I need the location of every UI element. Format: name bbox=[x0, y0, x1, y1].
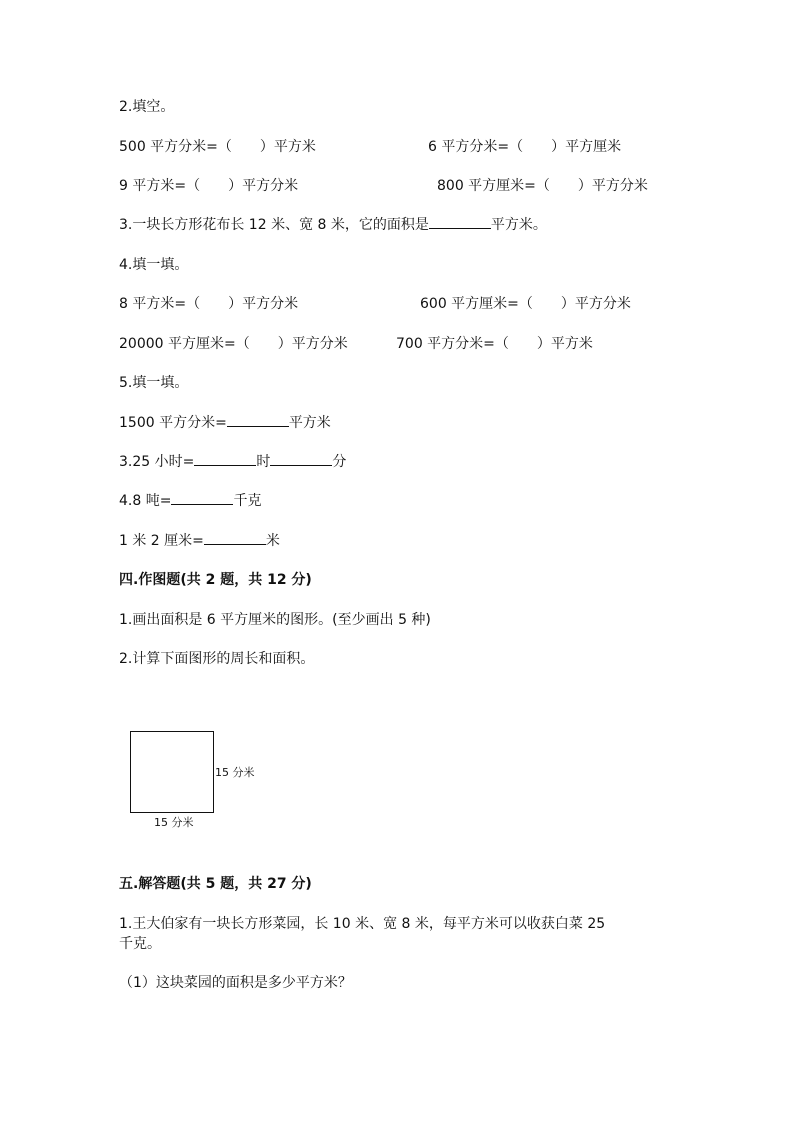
q4-r2a-left: 20000 平方厘米=（ bbox=[119, 336, 250, 352]
q2-r1b-right: ）平方厘米 bbox=[551, 139, 622, 155]
q5-line4 bbox=[119, 532, 280, 550]
q4-r1a-left: 8 平方米=（ bbox=[119, 296, 201, 312]
q5-l2-a: 3.25 小时= bbox=[119, 454, 195, 470]
answer-blank[interactable] bbox=[270, 453, 332, 466]
section5-sub1: （1）这块菜园的面积是多少平方米？ bbox=[119, 975, 352, 991]
q4-r1b-left: 600 平方厘米=（ bbox=[420, 296, 533, 312]
q2-r1a-right: ）平方米 bbox=[259, 139, 316, 155]
q4-r2a-right: ）平方分米 bbox=[277, 336, 348, 352]
section5-item1-line2: 千克。 bbox=[119, 936, 161, 952]
q5-l3-b: 千克 bbox=[233, 493, 262, 509]
q4-r1a-right: ）平方分米 bbox=[228, 296, 299, 312]
q5-line1 bbox=[119, 414, 331, 432]
answer-blank[interactable] bbox=[429, 216, 491, 229]
answer-blank[interactable] bbox=[171, 492, 233, 505]
q5-line2 bbox=[119, 453, 346, 471]
q2-r2a-left: 9 平方米=（ bbox=[119, 178, 201, 194]
q3-line bbox=[119, 216, 547, 234]
q4-r1b-right: ）平方分米 bbox=[560, 296, 631, 312]
answer-blank[interactable] bbox=[204, 532, 266, 545]
q2-r1b-left: 6 平方分米=（ bbox=[428, 139, 524, 155]
answer-blank[interactable] bbox=[227, 414, 289, 427]
q2-row1-right bbox=[428, 138, 621, 156]
q5-l4-a: 1 米 2 厘米= bbox=[119, 533, 204, 549]
q2-r2b-left: 800 平方厘米=（ bbox=[437, 178, 550, 194]
q5-l4-b: 米 bbox=[265, 533, 280, 549]
q5-title: 5.填一填。 bbox=[119, 375, 189, 391]
q2-r1a-left: 500 平方分米=（ bbox=[119, 139, 232, 155]
q3-text-before: 3.一块长方形花布长 12 米、宽 8 米，它的面积是 bbox=[119, 217, 429, 233]
square-figure bbox=[130, 731, 214, 813]
q4-row1-right bbox=[420, 295, 631, 313]
q5-l2-c: 分 bbox=[332, 454, 347, 470]
square-side-label-right: 15 分米 bbox=[215, 766, 255, 779]
section5-item1-line1: 1.王大伯家有一块长方形菜园，长 10 米、宽 8 米，每平方米可以收获白菜 25 bbox=[119, 916, 606, 932]
q5-l1-b: 平方米 bbox=[288, 415, 331, 431]
q4-row1-left bbox=[119, 295, 298, 313]
q4-r2b-right: ）平方米 bbox=[536, 336, 593, 352]
q3-text-after: 平方米。 bbox=[490, 217, 547, 233]
q4-title: 4.填一填。 bbox=[119, 257, 189, 273]
q5-l1-a: 1500 平方分米= bbox=[119, 415, 227, 431]
answer-blank[interactable] bbox=[194, 453, 256, 466]
q2-row2-right bbox=[437, 177, 648, 195]
q5-l3-a: 4.8 吨= bbox=[119, 493, 172, 509]
square-side-label-bottom: 15 分米 bbox=[154, 816, 194, 829]
section4-item2: 2.计算下面图形的周长和面积。 bbox=[119, 651, 315, 667]
section5-title: 五.解答题(共 5 题，共 27 分) bbox=[119, 876, 312, 892]
q4-row2-right bbox=[396, 335, 593, 353]
q4-r2b-left: 700 平方分米=（ bbox=[396, 336, 509, 352]
q5-l2-b: 时 bbox=[256, 454, 271, 470]
q2-row1-left bbox=[119, 138, 316, 156]
q2-r2a-right: ）平方分米 bbox=[228, 178, 299, 194]
q2-title: 2.填空。 bbox=[119, 99, 175, 115]
q2-r2b-right: ）平方分米 bbox=[577, 178, 648, 194]
section4-item1: 1.画出面积是 6 平方厘米的图形。(至少画出 5 种) bbox=[119, 612, 431, 628]
section4-title: 四.作图题(共 2 题，共 12 分) bbox=[119, 572, 312, 588]
q2-row2-left bbox=[119, 177, 298, 195]
q4-row2-left bbox=[119, 335, 348, 353]
q5-line3 bbox=[119, 492, 261, 510]
